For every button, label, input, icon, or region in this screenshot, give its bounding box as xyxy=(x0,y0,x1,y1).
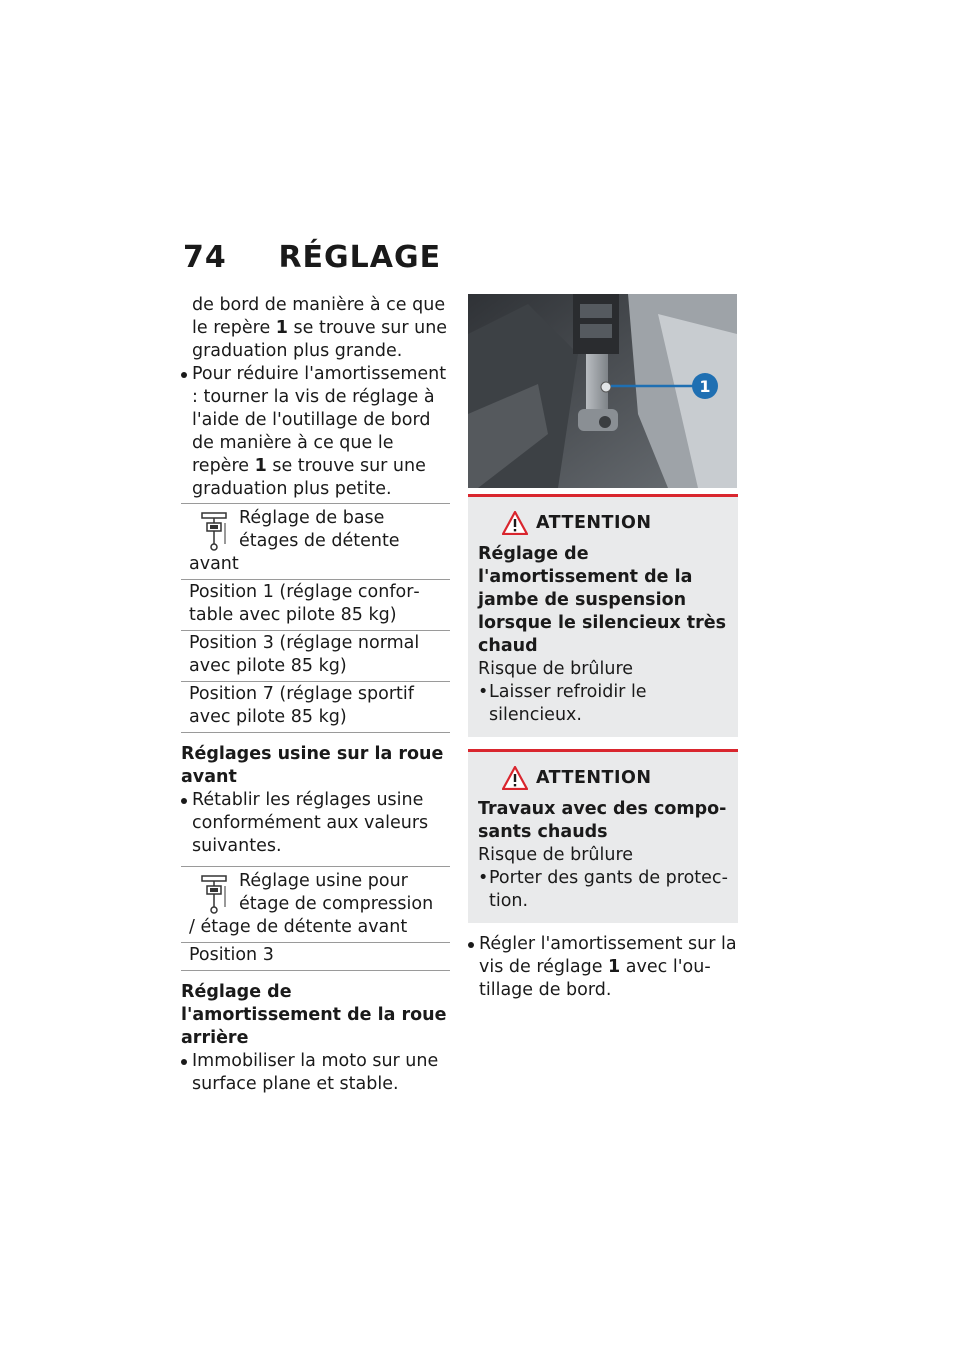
reference-number: 1 xyxy=(275,318,288,338)
spec-table-factory-front xyxy=(181,866,450,971)
table-row: Position 3 (réglage normal avec pilote 85 kg) xyxy=(181,631,450,682)
warning-action: • Laisser refroidir le silencieux. xyxy=(478,681,728,727)
warning-risk: Risque de brûlure xyxy=(478,659,634,679)
bullet-immobilize: Immobiliser la moto sur une surface plane et stable. xyxy=(181,1050,451,1096)
warning-label: ATTENTION xyxy=(536,512,652,533)
warning-label: ATTENTION xyxy=(536,767,652,788)
warning-risk: Risque de brûlure xyxy=(478,845,634,865)
warning-box-silencer xyxy=(468,494,738,737)
spec-table-heading xyxy=(181,504,450,580)
section-title: RÉGLAGE xyxy=(278,240,442,275)
suspension-illustration xyxy=(468,294,737,488)
warning-triangle-icon xyxy=(502,511,528,535)
spec-table-base-rebound xyxy=(181,503,450,733)
spec-table-heading xyxy=(181,867,450,943)
bullet-adjust-damping xyxy=(468,933,738,1002)
bullet-restore-settings: Rétablir les réglages usine conformément aux valeurs suivantes. xyxy=(181,789,451,858)
reference-number: 1 xyxy=(608,957,621,977)
bullet-reduce-damping xyxy=(181,363,451,501)
warning-header xyxy=(502,766,728,790)
page-number: 74 xyxy=(183,240,227,275)
text-fragment: Régler l'amortissement sur la vis de réglage xyxy=(479,934,737,977)
text-fragment: de bord de manière à ce que xyxy=(192,295,446,315)
text-fragment: se trouve sur une graduation plus petite. xyxy=(192,456,426,499)
continuation-text xyxy=(181,294,451,363)
warning-action: • Porter des gants de protection. xyxy=(478,867,728,913)
table-row: Position 3 xyxy=(181,943,450,971)
left-column xyxy=(181,294,451,1096)
warning-triangle-icon xyxy=(502,766,528,790)
shock-absorber-icon xyxy=(199,511,229,551)
reference-number: 1 xyxy=(254,456,267,476)
warning-box-hot-parts xyxy=(468,749,738,923)
table-row: Position 7 (réglage sportif avec pilote 85 kg) xyxy=(181,682,450,733)
photo-callout-label: 1 xyxy=(699,377,711,396)
spec-heading-text: Réglage usine pour étage de compression / étage de détente avant xyxy=(189,871,434,937)
spec-heading-text: Réglage de base étages de détente avant xyxy=(189,508,400,574)
heading-front-factory: Réglages usine sur la roue avant xyxy=(181,744,444,787)
text-fragment: Pour réduire l'amortissement : tourner la vis de réglage à l'aide de l'outillage de bord de manière à ce que le repère xyxy=(192,364,447,476)
warning-title: Réglage de l'amortissement de la jambe de suspension lorsque le silencieux très chaud xyxy=(478,544,727,656)
text-fragment: se trouve sur une graduation plus grande. xyxy=(192,318,448,361)
heading-rear-damping: Réglage de l'amortissement de la roue arrière xyxy=(181,982,447,1048)
right-column xyxy=(468,294,738,1002)
suspension-photo xyxy=(468,294,737,488)
page-header xyxy=(183,240,441,275)
text-fragment: avec l'outillage de bord. xyxy=(479,957,711,1000)
shock-absorber-icon xyxy=(199,874,229,914)
warning-title: Travaux avec des composants chauds xyxy=(478,799,727,842)
text-fragment: le repère xyxy=(192,318,276,338)
table-row: Position 1 (réglage confortable avec pilote 85 kg) xyxy=(181,580,450,631)
warning-header xyxy=(502,511,728,535)
